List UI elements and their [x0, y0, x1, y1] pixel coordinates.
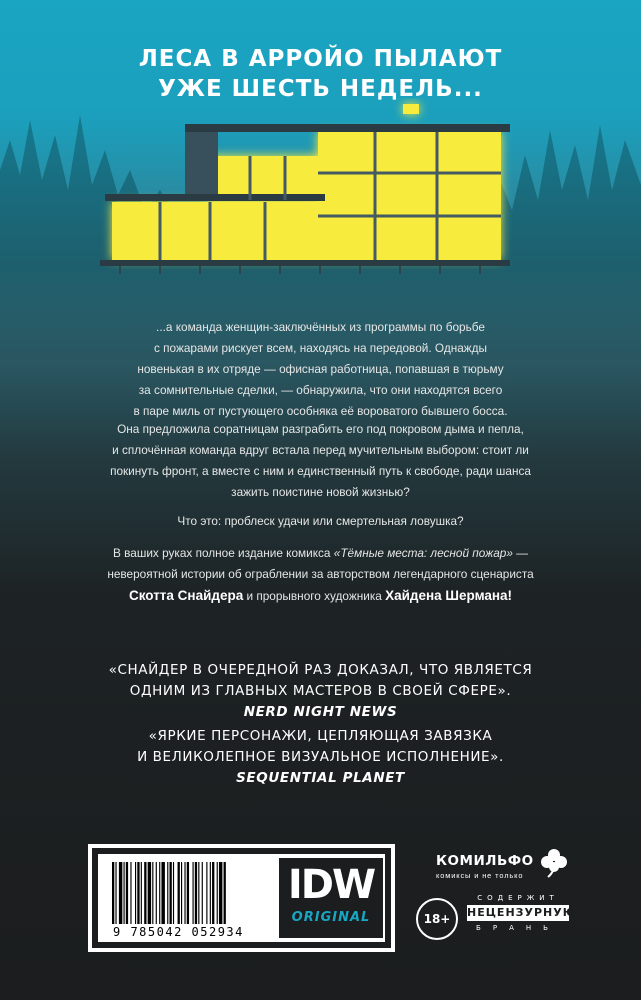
barcode-area [98, 854, 385, 942]
quote-source: NERD NIGHT NEWS [243, 704, 398, 720]
blurb-paragraph-1 [100, 317, 541, 422]
age-rating-badge: 18+ [416, 898, 458, 940]
blurb-line: Она предложила соратницам разграбить его под покровом дыма и пепла, [117, 422, 524, 436]
clover-icon [540, 848, 568, 878]
barcode-digits: 9 785042 052934 [113, 925, 244, 939]
blurb-paragraph-4 [100, 543, 541, 607]
idw-logo [279, 858, 383, 938]
blurb-paragraph-3: Что это: проблеск удачи или смертельная ловушка? [177, 514, 464, 528]
review-quote-1 [60, 660, 581, 723]
idw-logo-text: IDW [287, 862, 375, 908]
artist-name: Хайдена Шермана! [385, 588, 513, 603]
quote-line: «СНАЙДЕР В ОЧЕРЕДНОЙ РАЗ ДОКАЗАЛ, ЧТО ЯВЛЯЕТСЯ [108, 662, 533, 678]
blurb-paragraph-2 [100, 419, 541, 503]
glowing-house-illustration [100, 98, 545, 283]
warning-top: СОДЕРЖИТ [477, 894, 559, 902]
blurb-line: невероятной истории об ограблении за авторством легендарного сценариста [107, 567, 534, 581]
blurb-text: В ваших руках полное издание комикса [113, 546, 334, 560]
blurb-text: — [512, 546, 528, 560]
publisher-logo-name: КОМИЛЬФО [436, 853, 534, 869]
quote-line: ОДНИМ ИЗ ГЛАВНЫХ МАСТЕРОВ В СВОЕЙ СФЕРЕ». [129, 683, 512, 699]
quote-line: «ЯРКИЕ ПЕРСОНАЖИ, ЦЕПЛЯЮЩАЯ ЗАВЯЗКА [148, 728, 493, 744]
blurb-line: ...а команда женщин-заключённых из программы по борьбе [156, 320, 485, 334]
barcode-panel [88, 844, 395, 952]
quote-source: SEQUENTIAL PLANET [236, 770, 405, 786]
blurb-line: покинуть фронт, а вместе с ним и единственный путь к свободе, ради шанса [110, 464, 531, 478]
comic-title: «Тёмные места: лесной пожар» [333, 546, 513, 560]
blurb-line: новенькая в их отряде — офисная работница, попавшая в тюрьму [137, 362, 504, 376]
review-quote-2 [60, 726, 581, 789]
blurb-line: за сомнительные сделки, — обнаружила, что они находятся всего [138, 383, 503, 397]
profanity-warning-label [467, 893, 577, 935]
warning-middle: НЕЦЕНЗУРНУЮ [467, 906, 577, 919]
quote-line: И ВЕЛИКОЛЕПНОЕ ВИЗУАЛЬНОЕ ИСПОЛНЕНИЕ». [137, 749, 504, 765]
warning-bottom: БРАНЬ [476, 924, 560, 932]
barcode-bars [112, 862, 270, 924]
idw-logo-sub: ORIGINAL [291, 910, 371, 925]
blurb-line: зажить поистине новой жизнью? [231, 485, 410, 499]
blurb-text: и прорывного художника [243, 589, 386, 603]
headline-line-2: УЖЕ ШЕСТЬ НЕДЕЛЬ... [158, 76, 483, 102]
blurb-line: и сплочённая команда вдруг встала перед мучительным выбором: стоит ли [112, 443, 529, 457]
blurb-line: в паре миль от пустующего особняка её вороватого бывшего босса. [133, 404, 508, 418]
writer-name: Скотта Снайдера [128, 588, 244, 603]
blurb-line: с пожарами рискует всем, находясь на передовой. Однажды [153, 341, 488, 355]
headline-line-1: ЛЕСА В АРРОЙО ПЫЛАЮТ [138, 46, 503, 72]
publisher-tagline: комиксы и не только [436, 871, 524, 880]
